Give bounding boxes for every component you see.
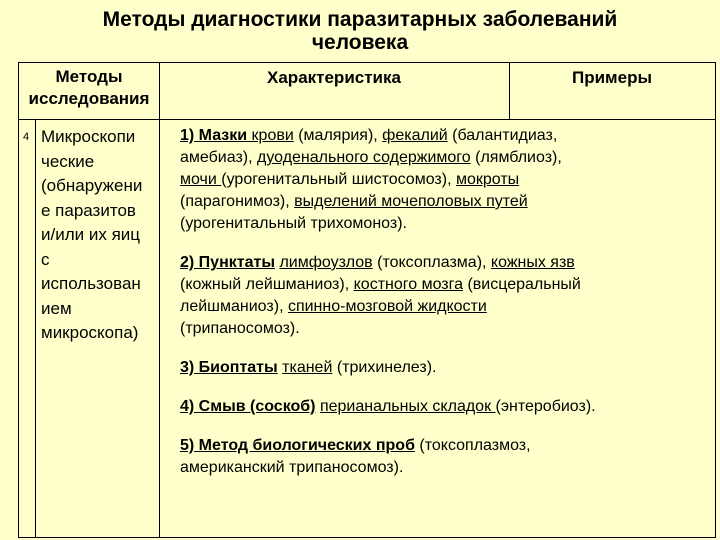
method-line: е паразитов bbox=[41, 200, 136, 220]
disease: американский трипаносомоз). bbox=[180, 459, 404, 476]
disease: (энтеробиоз). bbox=[495, 398, 596, 415]
material: лимфоузлов bbox=[279, 254, 373, 271]
material: фекалий bbox=[382, 127, 448, 144]
disease: лейшманиоз), bbox=[180, 298, 288, 315]
material: дуоденального содержимого bbox=[257, 149, 471, 166]
title-line-1: Методы диагностики паразитарных заболеваний bbox=[102, 8, 618, 31]
disease: (малярия), bbox=[293, 127, 383, 144]
disease: (трихинелез). bbox=[332, 359, 437, 376]
disease: (трипаносомоз). bbox=[180, 320, 300, 337]
biological-test-paragraph bbox=[180, 435, 700, 479]
method-cell bbox=[41, 125, 171, 346]
characteristic-cell bbox=[180, 125, 700, 496]
header-examples: Примеры bbox=[572, 68, 652, 87]
method-line: с bbox=[41, 249, 50, 269]
item-number: 3) bbox=[180, 359, 199, 376]
disease: (токсоплазма), bbox=[372, 254, 491, 271]
method-line: (обнаружени bbox=[41, 176, 143, 195]
title-line-2: человека bbox=[311, 31, 409, 54]
disease: (лямблиоз), bbox=[470, 149, 562, 166]
method-line: ческие bbox=[41, 151, 95, 171]
item-number: 5) bbox=[180, 437, 199, 454]
material: мокроты bbox=[455, 171, 520, 188]
material: тканей bbox=[282, 359, 333, 376]
disease: (урогенитальный трихомоноз). bbox=[180, 215, 407, 232]
header-methods-line-2: исследования bbox=[28, 89, 150, 108]
method-line: использован bbox=[41, 274, 141, 293]
method-line: микроскопа) bbox=[41, 323, 139, 342]
disease: (парагонимоз), bbox=[180, 193, 295, 210]
disease: амебиаз), bbox=[180, 149, 257, 166]
item-heading: Пунктаты bbox=[198, 254, 275, 271]
material: костного мозга bbox=[353, 276, 464, 293]
method-line: ием bbox=[41, 298, 72, 318]
item-number: 1) bbox=[180, 127, 199, 144]
punctates-paragraph bbox=[180, 252, 700, 340]
material: спинно-мозговой жидкости bbox=[287, 298, 487, 315]
material: выделений мочеполовых путей bbox=[294, 193, 528, 210]
item-heading: Смыв (соскоб) bbox=[198, 398, 316, 415]
item-number: 4) bbox=[180, 398, 199, 415]
disease: (висцеральный bbox=[463, 276, 581, 293]
method-line: и/или их яиц bbox=[41, 225, 141, 244]
disease: (токсоплазмоз, bbox=[414, 437, 531, 454]
material: перианальных складок bbox=[319, 398, 496, 415]
biopsies-paragraph bbox=[180, 357, 700, 379]
page-title bbox=[0, 8, 720, 54]
item-heading: Метод биологических проб bbox=[198, 437, 415, 454]
material: крови bbox=[247, 127, 294, 144]
smears-paragraph bbox=[180, 125, 700, 235]
material: мочи bbox=[180, 171, 222, 188]
header-methods bbox=[19, 66, 159, 110]
diagnostics-table bbox=[18, 62, 716, 538]
material: кожных язв bbox=[490, 254, 575, 271]
scraping-paragraph bbox=[180, 396, 700, 418]
item-heading: Мазки bbox=[198, 127, 248, 144]
column-divider bbox=[35, 119, 36, 537]
method-line: Микроскопи bbox=[41, 127, 136, 146]
header-divider bbox=[19, 119, 715, 120]
row-number: 4 bbox=[23, 131, 30, 143]
header-methods-line-1: Методы bbox=[55, 67, 123, 86]
item-heading: Биоптаты bbox=[198, 359, 278, 376]
header-characteristic: Характеристика bbox=[267, 68, 401, 87]
disease: (балантидиаз, bbox=[447, 127, 558, 144]
item-number: 2) bbox=[180, 254, 199, 271]
disease: (кожный лейшманиоз), bbox=[180, 276, 354, 293]
disease: (урогенитальный шистосомоз), bbox=[221, 171, 456, 188]
